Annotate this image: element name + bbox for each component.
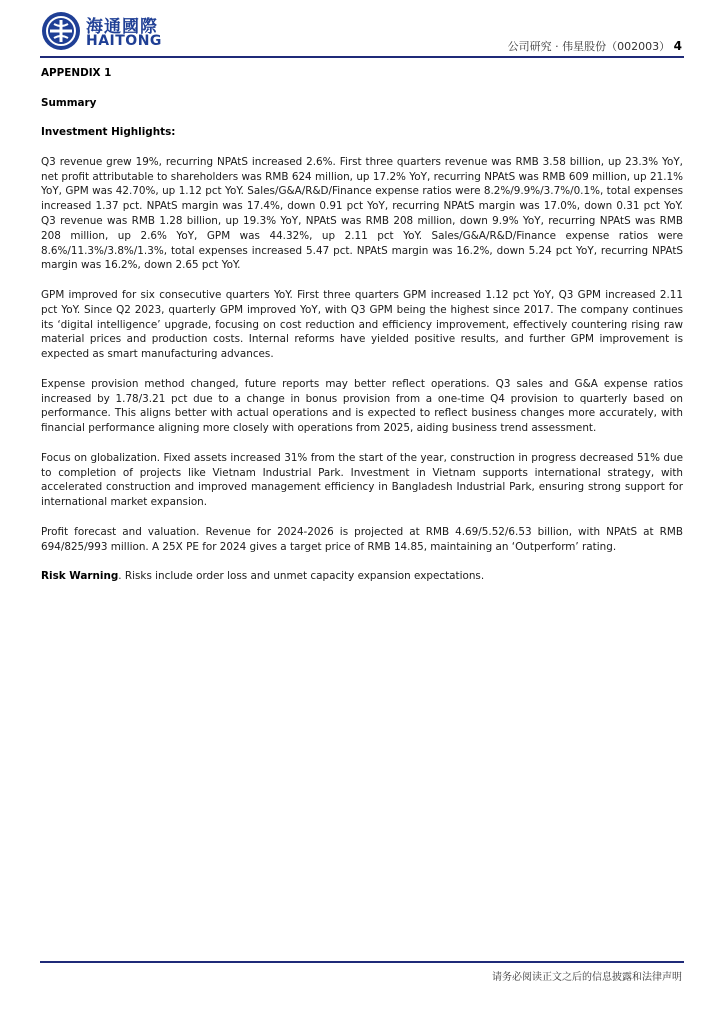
paragraph-gpm: GPM improved for six consecutive quarters YoY. First three quarters GPM increased 1.12 pct YoY, Q3 GPM increased 2.11 pct YoY. Since Q2 2023, quarterly GPM improved YoY, with Q3 GPM being the highest since 2017. The company continues its ‘digital intelligence’ upgrade, focusing on cost reduction and efficiency improvement, effectively countering rising raw material prices and production costs. Internal reforms have yielded positive results, and further GPM improvement is expected as smart manufacturing advances. <box>41 288 683 361</box>
header-divider <box>40 56 684 58</box>
page-number: 4 <box>673 39 682 53</box>
doc-label: 公司研究 · 伟星股份（002003） <box>507 40 671 53</box>
footer-divider <box>40 961 684 963</box>
logo-chinese-text: 海通國際 <box>86 17 158 37</box>
paragraph-forecast: Profit forecast and valuation. Revenue for 2024-2026 is projected at RMB 4.69/5.52/6.53 billion, with NPAtS at RMB 694/825/993 million. A 25X PE for 2024 gives a target price of RMB 14.85, maintaining an ‘Outperform’ rating. <box>41 525 683 553</box>
summary-heading: Summary <box>41 96 97 109</box>
haitong-logo <box>40 10 170 50</box>
paragraph-risk <box>41 569 683 584</box>
paragraph-globalization: Focus on globalization. Fixed assets increased 31% from the start of the year, construction in progress decreased 51% due to completion of projects like Vietnam Industrial Park. Investment in Vietnam supports international strategy, with accelerated construction and improved management efficiency in Bangladesh Industrial Park, ensuring strong support for international market expansion. <box>41 451 683 509</box>
risk-text: . Risks include order loss and unmet capacity expansion expectations. <box>118 570 485 583</box>
haitong-emblem-icon <box>40 10 82 52</box>
appendix-heading: APPENDIX 1 <box>41 67 112 79</box>
risk-label: Risk Warning <box>41 570 119 583</box>
paragraph-expense-provision: Expense provision method changed, future reports may better reflect operations. Q3 sales and G&A expense ratios increased by 1.78/3.21 pct due to a change in bonus provision from a one-time Q4 provision to quarterly based on performance. This aligns better with actual operations and is expected to reflect business changes more accurately, with financial performance aligning more closely with operations from 2025, aiding business trend assessment. <box>41 377 683 435</box>
logo-english-text: HAITONG <box>86 33 162 49</box>
report-body <box>41 66 683 599</box>
paragraph-q3-results: Q3 revenue grew 19%, recurring NPAtS increased 2.6%. First three quarters revenue was RMB 3.58 billion, up 23.3% YoY, net profit attributable to shareholders was RMB 624 million, up 17.2% YoY, recurring NPAtS was RMB 609 million, up 21.1% YoY, GPM was 42.70%, up 1.12 pct YoY. Sales/G&A/R&D/Finance expense ratios were 8.2%/9.9%/3.7%/0.1%, total expenses increased 1.37 pct. NPAtS margin was 17.4%, down 0.91 pct YoY, recurring NPAtS margin was 17.0%, down 0.31 pct YoY. Q3 revenue was RMB 1.28 billion, up 19.3% YoY, NPAtS was RMB 208 million, down 9.9% YoY, recurring NPAtS was RMB 208 million, up 2.6% YoY, GPM was 44.32%, up 2.11 pct YoY. Sales/G&A/R&D/Finance expense ratios were 8.6%/11.3%/3.8%/1.3%, total expenses increased 5.47 pct. NPAtS margin was 16.2%, down 5.24 pct YoY, recurring NPAtS margin was 16.2%, down 2.65 pct YoY. <box>41 155 683 272</box>
report-header-label <box>508 38 682 54</box>
footer-disclaimer: 请务必阅读正文之后的信息披露和法律声明 <box>492 972 682 983</box>
highlights-heading: Investment Highlights: <box>41 126 176 139</box>
